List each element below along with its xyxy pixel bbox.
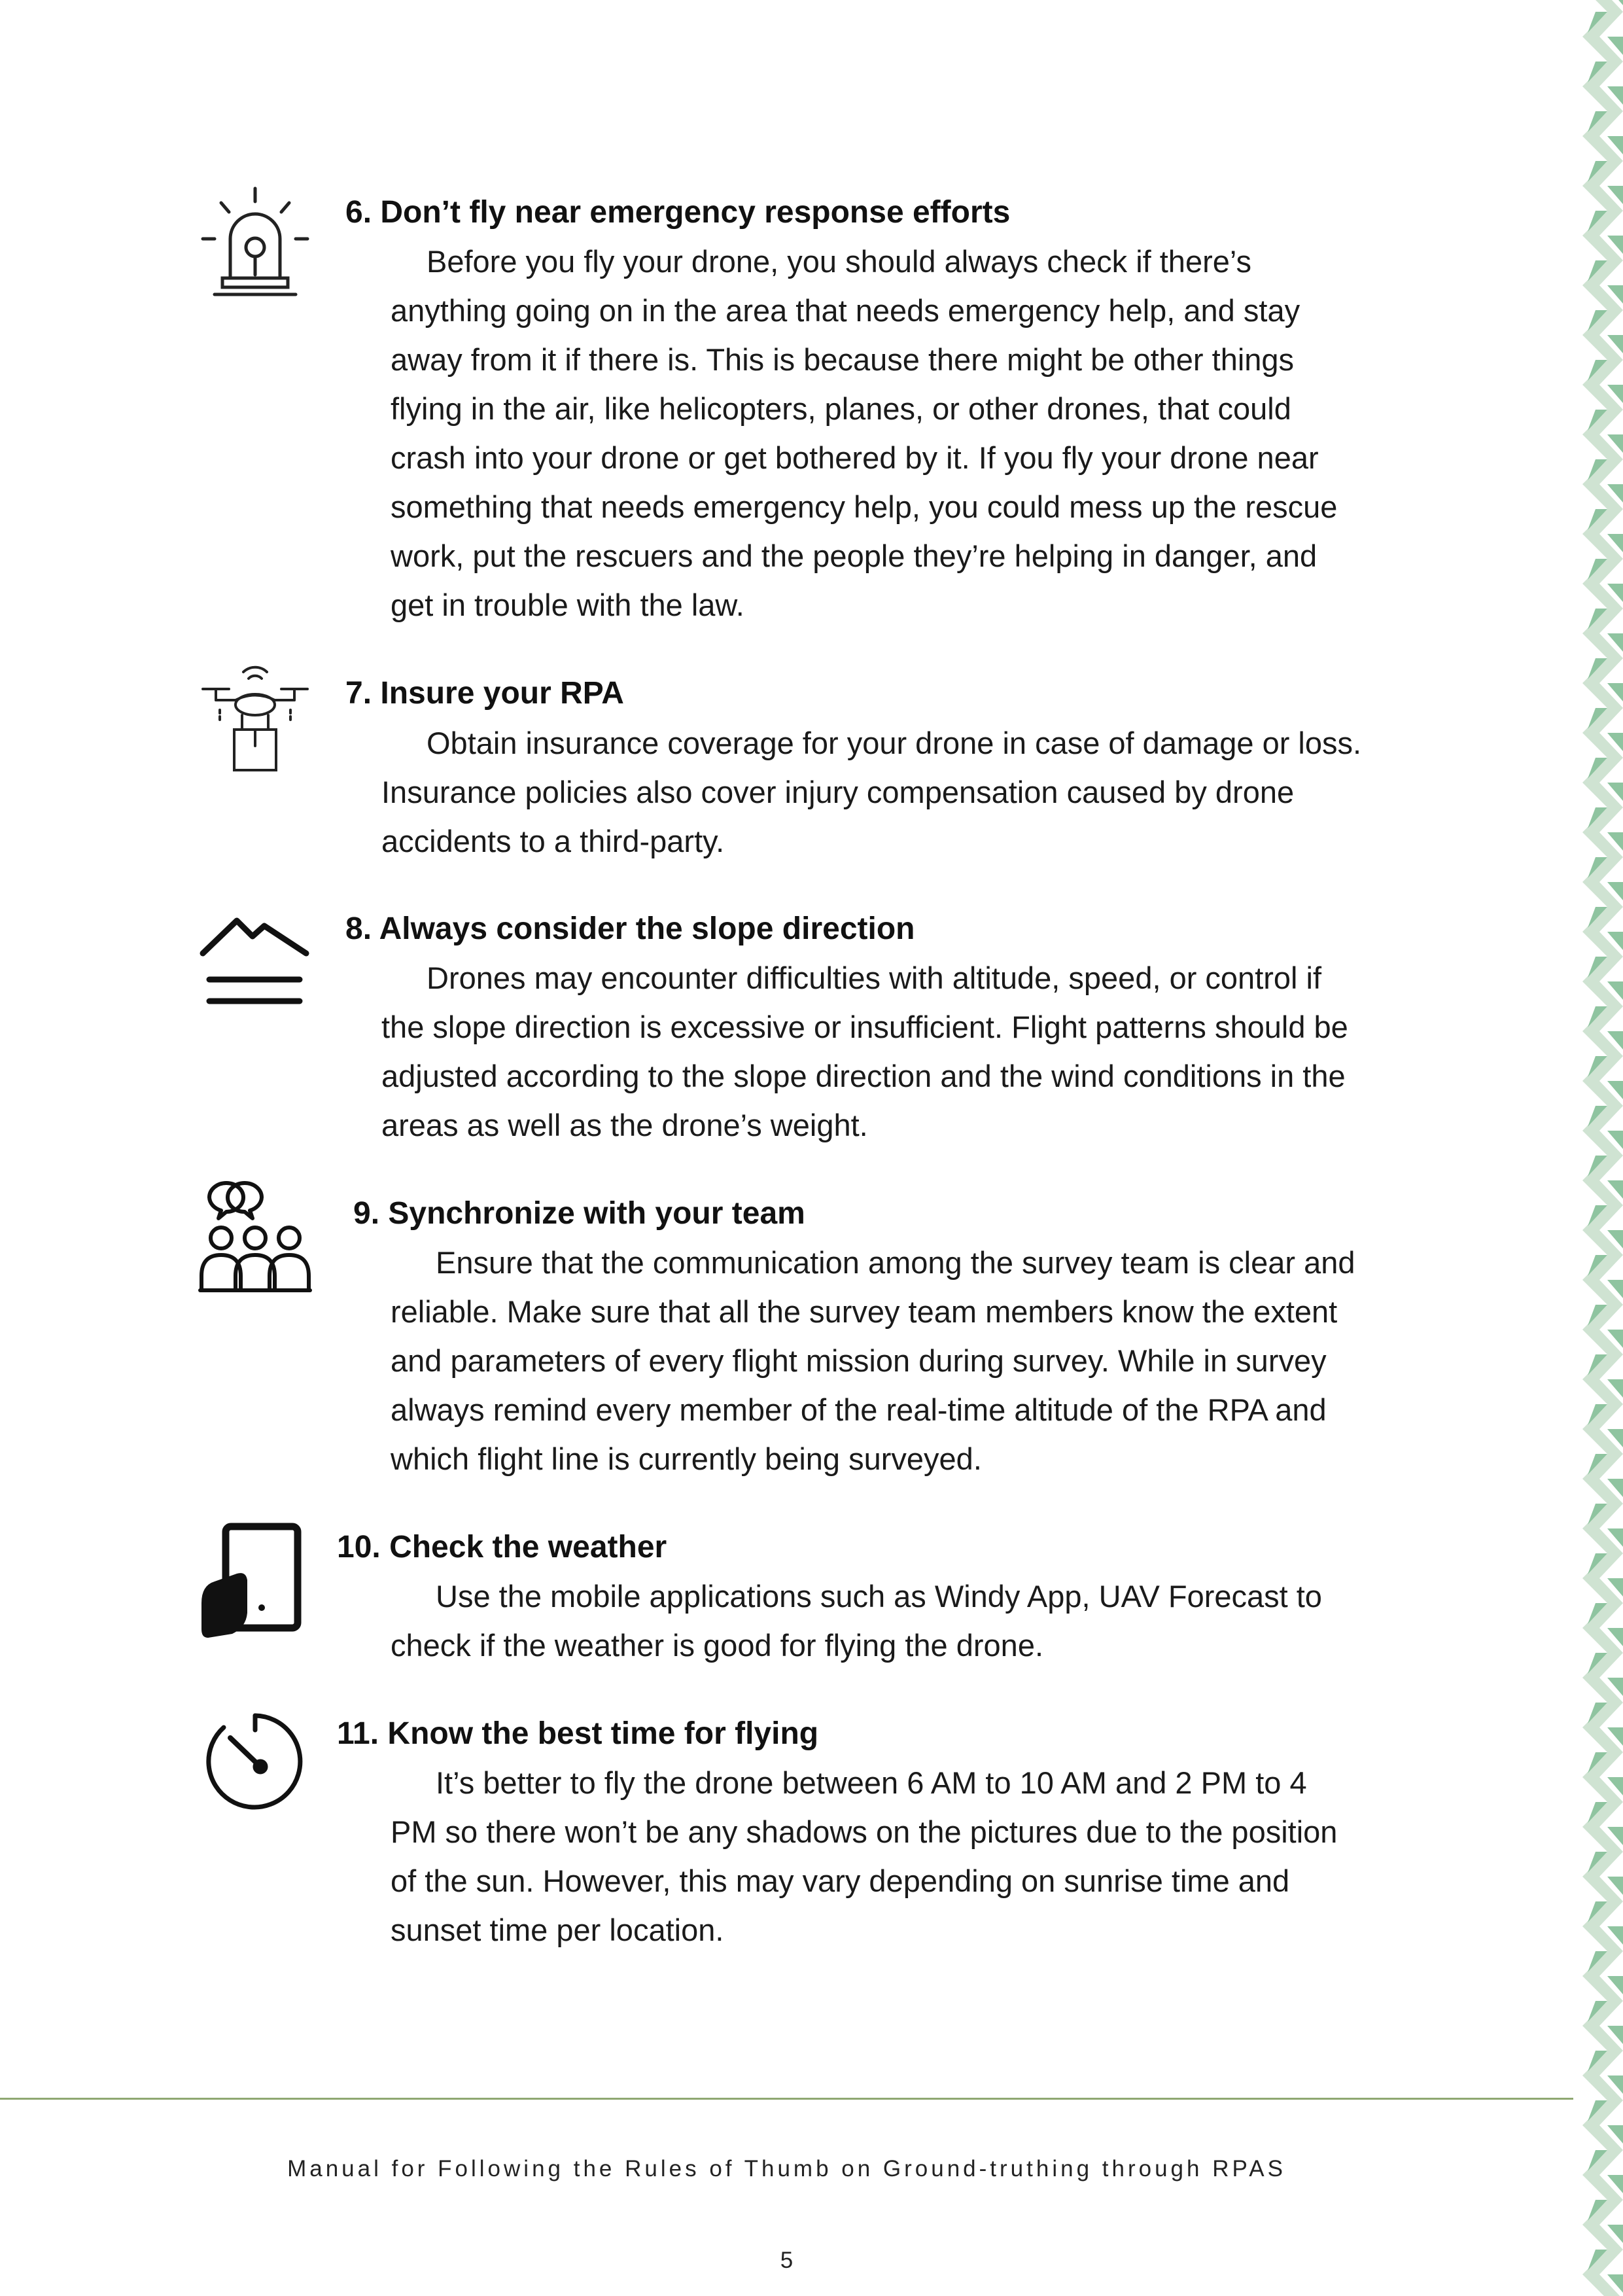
body-line: Obtain insurance coverage for your drone in case of damage or loss. [427,726,1362,760]
section-heading: 7. Insure your RPA [345,676,624,711]
body-line: sunset time per location. [391,1913,724,1947]
body-line: of the sun. However, this may vary depending on sunrise time and [391,1863,1290,1898]
section-heading: 10. Check the weather [337,1530,667,1564]
timer-icon [196,1701,314,1819]
section-body [391,237,1337,629]
delivery-drone-icon [196,664,314,782]
section-heading: 6. Don’t fly near emergency response efforts [345,195,1011,230]
body-line: flying in the air, like helicopters, planes, or other drones, that could [391,391,1291,426]
section-heading: 9. Synchronize with your team [353,1196,805,1231]
body-line: Use the mobile applications such as Windy App, UAV Forecast to [436,1579,1322,1614]
body-line: something that needs emergency help, you could mess up the rescue [391,489,1338,524]
body-line: and parameters of every flight mission during survey. While in survey [391,1343,1327,1378]
body-line: crash into your drone or get bothered by it. If you fly your drone near [391,440,1319,475]
body-line: work, put the rescuers and the people they’re helping in danger, and [391,539,1318,573]
body-line: Before you fly your drone, you should always check if there’s [427,244,1251,279]
body-line: Drones may encounter difficulties with altitude, speed, or control if [427,961,1322,995]
body-line: Insurance policies also cover injury compensation caused by drone [381,775,1295,809]
siren-icon [196,183,314,301]
section-body [391,1572,1322,1670]
manual-title-footer: Manual for Following the Rules of Thumb on Ground-truthing through RPAS [287,2156,1286,2181]
section-body [381,718,1361,866]
section-body [391,1758,1337,1954]
body-line: adjusted according to the slope direction and the wind conditions in the [381,1059,1346,1093]
body-line: anything going on in the area that needs emergency help, and stay [391,293,1300,328]
body-line: reliable. Make sure that all the survey team members know the extent [391,1294,1338,1329]
body-line: Ensure that the communication among the survey team is clear and [436,1245,1355,1280]
body-line: get in trouble with the law. [391,588,744,622]
body-line: PM so there won’t be any shadows on the pictures due to the position [391,1814,1338,1849]
footer-divider [0,2098,1573,2100]
section-heading: 11. Know the best time for flying [337,1716,819,1751]
hand-tablet-icon [196,1521,314,1639]
body-line: check if the weather is good for flying the drone. [391,1628,1044,1663]
body-line: away from it if there is. This is because there might be other things [391,342,1295,377]
body-line: which flight line is currently being surveyed. [391,1441,982,1476]
page-number: 5 [780,2248,794,2273]
section-heading: 8. Always consider the slope direction [345,911,915,946]
mountain-slope-icon [196,906,314,1024]
section-body [381,953,1348,1150]
team-chat-icon [196,1178,314,1296]
body-line: the slope direction is excessive or insufficient. Flight patterns should be [381,1010,1348,1044]
body-line: areas as well as the drone’s weight. [381,1108,868,1142]
decorative-chevron-border [1577,0,1623,2296]
body-line: always remind every member of the real-time altitude of the RPA and [391,1392,1327,1427]
body-line: accidents to a third-party. [381,824,725,858]
body-line: It’s better to fly the drone between 6 AM to 10 AM and 2 PM to 4 [436,1765,1307,1800]
section-body [391,1238,1355,1483]
